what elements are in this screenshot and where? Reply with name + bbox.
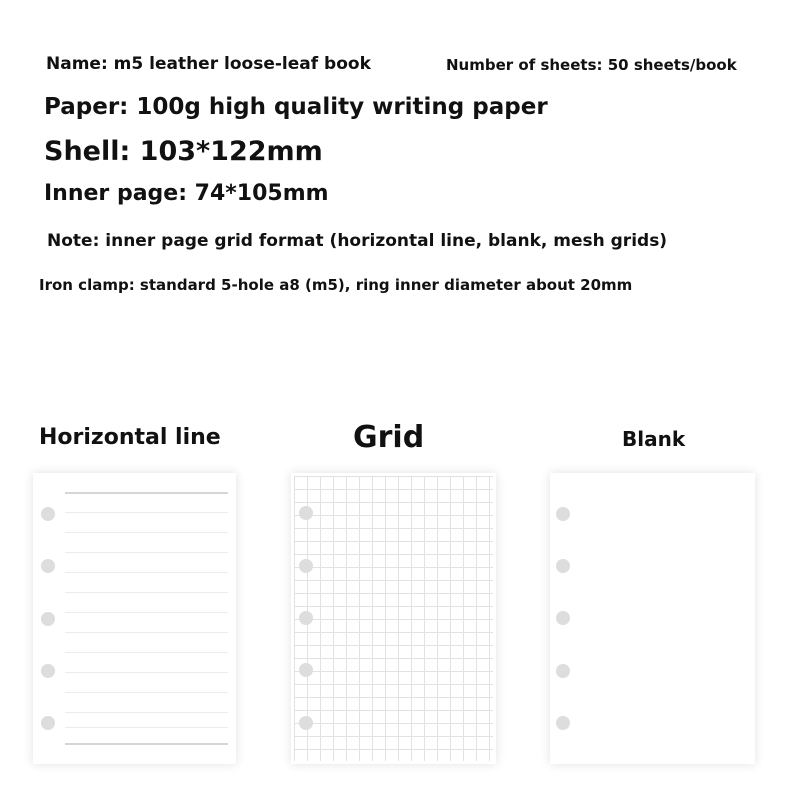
page-rule-line: [65, 712, 228, 713]
page-rule-line: [65, 652, 228, 653]
binder-hole: [41, 664, 55, 678]
binder-hole: [41, 716, 55, 730]
grid-mesh: [294, 476, 493, 761]
page-rule-line: [65, 512, 228, 513]
page-rule-line: [65, 672, 228, 673]
page-rule-line: [65, 632, 228, 633]
page-rule-line: [65, 552, 228, 553]
binder-hole: [41, 507, 55, 521]
page-rule-line: [65, 572, 228, 573]
binder-hole: [299, 663, 313, 677]
page-rule-line: [65, 612, 228, 613]
binder-hole: [556, 559, 570, 573]
page-grid: [291, 473, 496, 764]
page-rule-line: [65, 532, 228, 533]
binder-hole: [299, 506, 313, 520]
format-label-horizontal-line: Horizontal line: [39, 425, 221, 450]
binder-hole: [299, 559, 313, 573]
format-label-grid: Grid: [353, 420, 425, 455]
page-horizontal-line: [33, 473, 236, 764]
spec-shell-size: Shell: 103*122mm: [44, 136, 323, 167]
page-rule-line: [65, 743, 228, 745]
spec-paper: Paper: 100g high quality writing paper: [44, 94, 548, 120]
page-rule-line: [65, 727, 228, 728]
format-label-blank: Blank: [622, 427, 686, 451]
page-rule-line: [65, 592, 228, 593]
spec-inner-page-size: Inner page: 74*105mm: [44, 181, 329, 206]
spec-note: Note: inner page grid format (horizontal line, blank, mesh grids): [47, 231, 668, 251]
binder-hole: [556, 716, 570, 730]
page-rule-line: [65, 492, 228, 494]
binder-hole: [556, 611, 570, 625]
spec-name: Name: m5 leather loose-leaf book: [46, 54, 371, 74]
page-rule-line: [65, 692, 228, 693]
binder-hole: [556, 664, 570, 678]
binder-hole: [556, 507, 570, 521]
spec-sheet-count: Number of sheets: 50 sheets/book: [446, 56, 737, 74]
binder-hole: [41, 559, 55, 573]
binder-hole: [299, 611, 313, 625]
page-blank: [550, 473, 755, 764]
spec-iron-clamp: Iron clamp: standard 5-hole a8 (m5), ring inner diameter about 20mm: [39, 276, 633, 294]
binder-hole: [299, 716, 313, 730]
binder-hole: [41, 612, 55, 626]
